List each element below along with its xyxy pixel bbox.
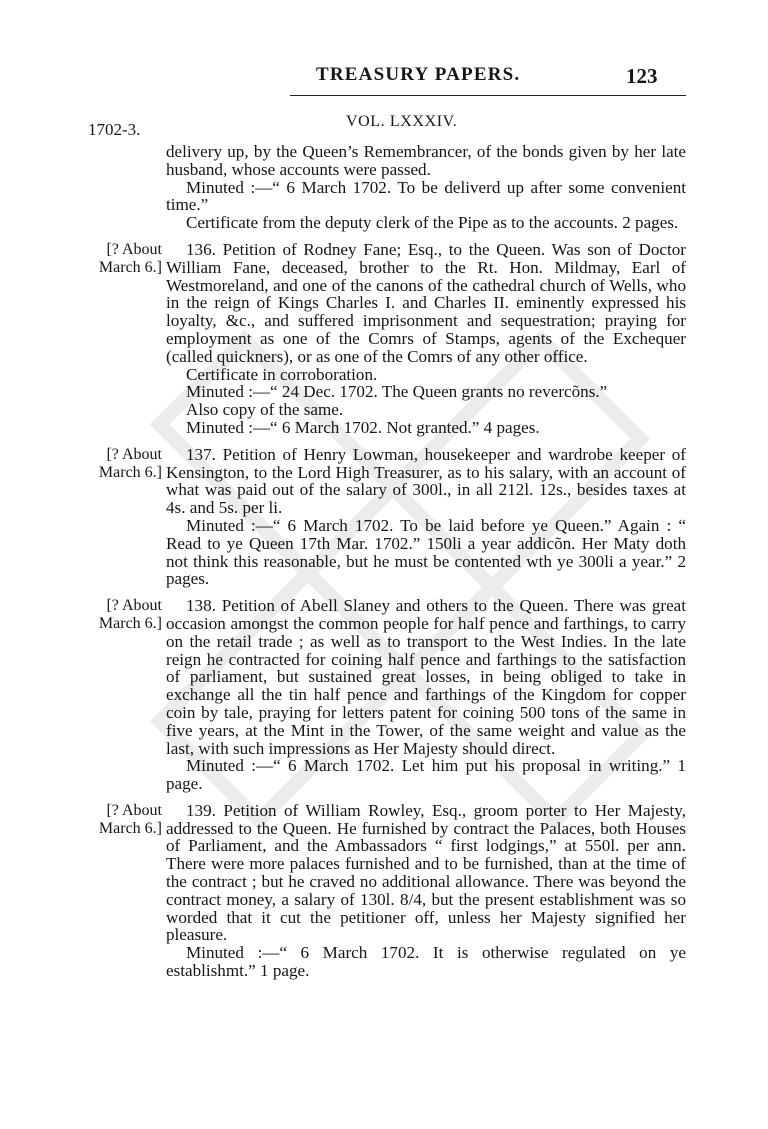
entry-date-note: [? About March 6.] (98, 445, 162, 481)
entry-137 (98, 444, 686, 589)
entry-138 (98, 596, 686, 794)
entry-copy-note: Also copy of the same. (186, 400, 344, 420)
entry-date-note: [? About March 6.] (98, 801, 162, 837)
volume-heading: VOL. LXXXIV. (346, 113, 458, 130)
entry-date-note: [? About March 6.] (98, 240, 162, 276)
continuation-text: delivery up, by the Queen’s Remembrancer, of the bonds given by her late husband, whose accounts were passed. (166, 142, 686, 179)
entry-date-note: [? About March 6.] (98, 597, 162, 632)
entry-139 (98, 800, 686, 981)
page-header (0, 64, 768, 94)
entry-minute: Minuted :—“ 6 March 1702. Let him put his proposal in writing.” 1 page. (166, 756, 686, 794)
header-rule (290, 95, 686, 96)
entry-text: 139. Petition of William Rowley, Esq., groom porter to Her Majesty, addressed to the Queen. He furnished by contract the Palaces, both Houses of Parliament, and the Ambassadors “ first lodgings,” at 550l. per ann. There were more palaces furnished and to be furnished, than at the time of the contract ; but he craved no additional allowance. There was beyond the contract money, a salary of 130l. 8/4, but the present establishment was so worded that it cut the petitioner off, unless her Majesty signified her pleasure. (166, 800, 686, 945)
entry-certificate: Certificate in corroboration. (186, 364, 378, 384)
entry-minute: Minuted :—“ 6 March 1702. Not granted.” 4 pages. (186, 417, 540, 437)
entry-136 (98, 239, 686, 437)
running-head: TREASURY PAPERS. (316, 64, 521, 85)
page-number: 123 (626, 64, 658, 88)
document-body (98, 142, 686, 981)
continuation-minute: Minuted :—“ 6 March 1702. To be deliverd up after some convenient time.” (166, 177, 686, 215)
continuation-certificate: Certificate from the deputy clerk of the Pipe as to the accounts. 2 pages. (186, 213, 679, 233)
entry-text: 137. Petition of Henry Lowman, housekeeper and wardrobe keeper of Kensington, to the Lord High Treasurer, as to his salary, with an account of what was paid out of the salary of 300l., in all 212l. 12s., besides taxes at 4s. and 5s. per li. (166, 444, 686, 518)
entry-text: 136. Petition of Rodney Fane; Esq., to the Queen. Was son of Doctor William Fane, deceased, brother to the Rt. Hon. Mildmay, Earl of Westmoreland, and one of the canons of the cathedral church of Wells, who in the reign of Kings Charles I. and Charles II. eminently expressed his loyalty, &c., and suffered imprisonment and sequestration; praying for employment as one of the Comrs of Stamps, agents of the Exchequer (called quickners), or as one of the Comrs of any other office. (166, 239, 686, 366)
entry-minute: Minuted :—“ 6 March 1702. To be laid before ye Queen.” Again : “ Read to ye Queen 17th Mar. 1702.” 150li a year addicõn. Her Maty doth not think this reasonable, but he must be contented wth ye 300li a year.” 2 pages. (166, 515, 686, 589)
entry-minute: Minuted :—“ 24 Dec. 1702. The Queen grants no revercõns.” (186, 382, 608, 402)
entry-minute: Minuted :—“ 6 March 1702. It is otherwise regulated on ye establishmt.” 1 page. (166, 943, 686, 981)
entry-text: 138. Petition of Abell Slaney and others to the Queen. There was great occasion amongst the common people for half pence and farthings, to carry on the retail trade ; as well as to transport to the West Indies. In the late reign he contracted for coining half pence and farthings to the satisfaction of parliament, but sustained great losses, in being obliged to take in exchange all the tin half pence and farthings of the Kingdom for copper coin by tale, praying for letters patent for coining 500 tons of the same in five years, at the Mint in the Tower, of the same weight and value as the last, with such impressions as Her Majesty should direct. (166, 596, 686, 758)
year-label: 1702-3. (88, 120, 141, 139)
